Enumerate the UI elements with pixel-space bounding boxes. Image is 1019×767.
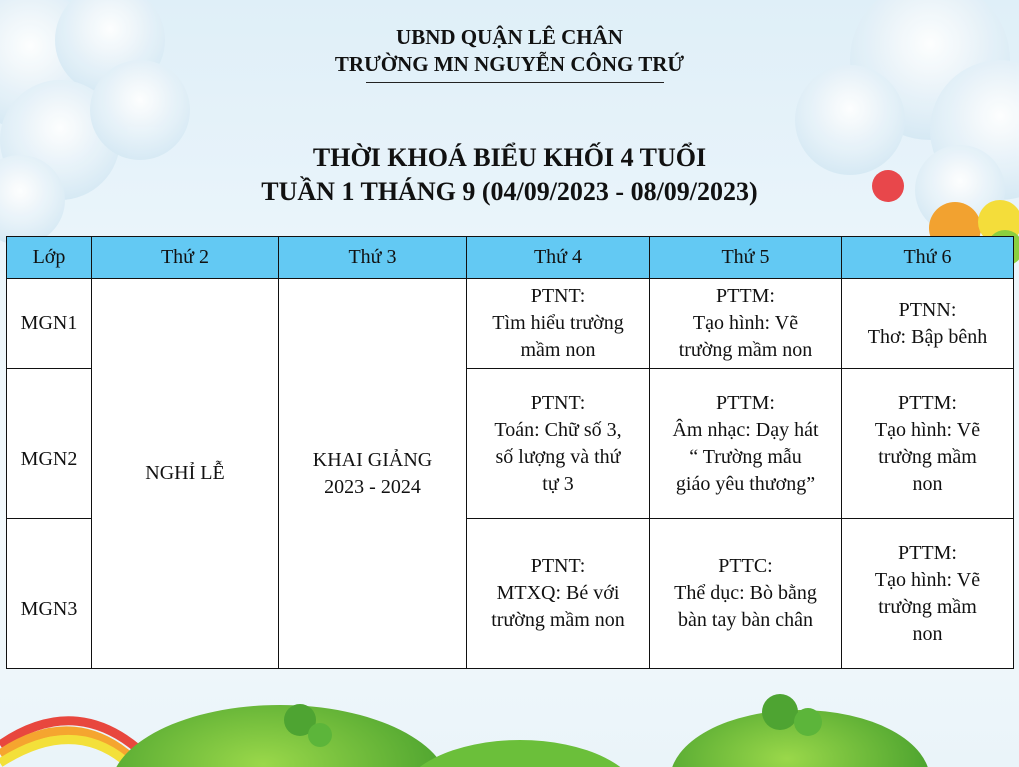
- cell-line: PTTM:: [898, 541, 957, 564]
- cell-line: PTNT:: [530, 285, 586, 307]
- page-title: THỜI KHOÁ BIỂU KHỐI 4 TUỔI: [312, 143, 707, 172]
- cell-line: tự 3: [542, 472, 574, 495]
- hills: [110, 694, 930, 767]
- class-cell: MGN3: [7, 519, 92, 669]
- cell-line: bàn tay bàn chân: [678, 609, 813, 631]
- cell-line: Thể dục: Bò bằng: [674, 582, 817, 604]
- cell-line: Âm nhạc: Dạy hát: [672, 418, 819, 441]
- cell-line: KHAI GIẢNG: [312, 448, 433, 471]
- column-header-thu4: Thứ 4: [467, 237, 650, 279]
- table-row: [7, 279, 1014, 369]
- activity-cell: [650, 279, 842, 369]
- cell-line: trường mầm non: [678, 339, 813, 361]
- activity-cell: [842, 279, 1014, 369]
- column-header-thu3: Thứ 3: [279, 237, 467, 279]
- cell-line: PTNT:: [530, 555, 586, 577]
- cell-line: 2023 - 2024: [324, 475, 421, 498]
- cell-line: “ Trường mẫu: [689, 445, 802, 468]
- activity-cell: [842, 519, 1014, 669]
- cell-line: PTTM:: [898, 391, 957, 414]
- cell-line: Thơ: Bập bênh: [867, 325, 988, 348]
- cell-line: Toán: Chữ số 3,: [494, 418, 622, 441]
- cell-line: trường mầm non: [491, 609, 625, 631]
- cell-line: Tạo hình: Vẽ: [874, 418, 981, 441]
- table-header-row: [7, 237, 1014, 279]
- cell-line: PTTM:: [716, 391, 775, 414]
- cell-line: PTTC:: [718, 555, 773, 577]
- school-name: TRƯỜNG MN NGUYỄN CÔNG TRỨ: [334, 52, 685, 76]
- timetable: [6, 236, 1014, 669]
- cell-line: non: [912, 622, 943, 645]
- cell-line: mầm non: [520, 339, 596, 361]
- cell-line: Tìm hiểu trường: [492, 312, 624, 334]
- cell-line: PTNT:: [530, 391, 586, 414]
- cell-line: PTTM:: [716, 285, 775, 307]
- cell-line: Tạo hình: Vẽ: [874, 568, 981, 591]
- activity-cell: [650, 519, 842, 669]
- district-name: UBND QUẬN LÊ CHÂN: [396, 25, 623, 49]
- cell-line: PTNN:: [898, 298, 957, 321]
- activity-cell: [467, 369, 650, 519]
- header-divider: [366, 82, 664, 83]
- cell-line: giáo yêu thương”: [675, 472, 816, 495]
- cell-line: số lượng và thứ: [495, 445, 621, 468]
- column-header-thu6: Thứ 6: [842, 237, 1014, 279]
- activity-cell: [467, 519, 650, 669]
- column-header-thu2: Thứ 2: [92, 237, 279, 279]
- cell-line: non: [912, 472, 943, 495]
- holiday-cell: NGHỈ LỄ: [92, 279, 279, 669]
- cell-line: Tạo hình: Vẽ: [692, 312, 799, 334]
- cell-line: trường mầm: [878, 445, 977, 468]
- cell-line: trường mầm: [878, 595, 977, 618]
- opening-ceremony-cell: [279, 279, 467, 669]
- cell-line: MTXQ: Bé với: [496, 582, 620, 604]
- page-subtitle: TUẦN 1 THÁNG 9 (04/09/2023 - 08/09/2023): [261, 177, 758, 206]
- column-header-lop: Lớp: [7, 237, 92, 279]
- activity-cell: [650, 369, 842, 519]
- class-cell: MGN2: [7, 369, 92, 519]
- column-header-thu5: Thứ 5: [650, 237, 842, 279]
- class-cell: MGN1: [7, 279, 92, 369]
- activity-cell: [467, 279, 650, 369]
- activity-cell: [842, 369, 1014, 519]
